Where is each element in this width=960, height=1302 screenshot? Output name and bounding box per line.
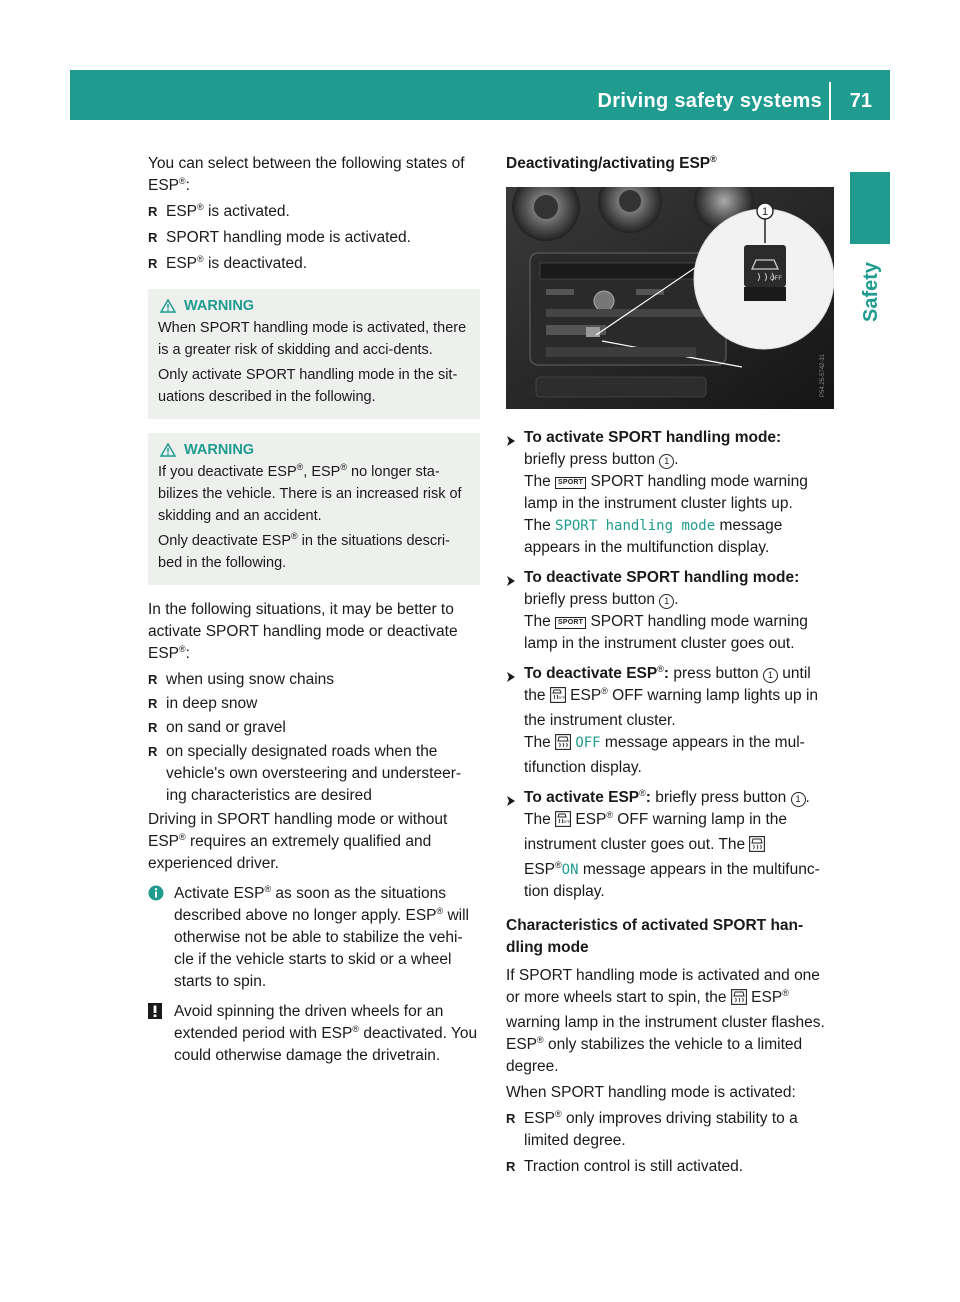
reg-mark: ® — [291, 531, 298, 541]
list-item — [148, 253, 480, 275]
dashboard-photo — [506, 187, 834, 409]
display-message: SPORT handling mode — [555, 518, 716, 534]
caution-text: Avoid spinning the driven wheels for an extended period with ESP — [174, 1003, 444, 1042]
bullet-r-icon: R — [148, 230, 158, 245]
step-text: The — [524, 811, 556, 828]
step-text: until the — [524, 665, 811, 704]
step-text: . — [674, 451, 679, 468]
reg-mark: ® — [782, 988, 789, 998]
step-text: SPORT handling mode warning lamp in the instrument cluster goes out. — [524, 613, 808, 652]
step-title: To deactivate ESP — [524, 665, 658, 682]
warning-text-part: , ESP — [303, 464, 341, 480]
list-item-text: only improves driving stability to a limited degree. — [524, 1110, 798, 1149]
warning-title: WARNING — [184, 442, 255, 458]
reg-mark: ® — [657, 664, 664, 674]
list-item — [148, 669, 480, 691]
info-note — [148, 883, 480, 993]
sport-badge-icon: SPORT — [555, 617, 586, 629]
intro-colon: : — [185, 177, 190, 194]
step-text: The — [524, 517, 556, 534]
reg-mark: ® — [555, 1109, 562, 1119]
list-item-text: SPORT handling mode is activated. — [166, 229, 411, 246]
list-item-text: when using snow chains — [166, 671, 335, 688]
list-item — [506, 1108, 836, 1152]
header-divider — [829, 82, 831, 120]
info-text: will otherwise not be able to stabilize the vehi-cle if the vehicle starts to skid or a wheel starts to spin. — [174, 907, 470, 990]
warning-text-part: no longer sta-bilizes the vehicle. There is an increased risk of skidding and an accident. — [158, 464, 462, 524]
info-text: Activate ESP — [174, 885, 265, 902]
reg-mark: ® — [601, 686, 608, 696]
reg-mark: ® — [710, 154, 717, 164]
step-text: press button — [669, 665, 763, 682]
callout-1-icon: 1 — [659, 454, 674, 469]
display-message: OFF — [575, 735, 601, 751]
chapter-tab — [850, 172, 890, 244]
callout-1-icon: 1 — [763, 668, 778, 683]
bullet-r-icon: R — [148, 204, 158, 219]
esp-skid-icon — [731, 989, 747, 1012]
list-item — [506, 1156, 836, 1178]
situations-text: In the following situations, it may be better to activate SPORT handling mode or deactivate ESP — [148, 601, 458, 662]
step-text: OFF warning lamp lights up in the instrument cluster. — [524, 687, 819, 729]
bullet-r-icon: R — [148, 720, 158, 735]
step-text: SPORT handling mode warning lamp in the instrument cluster lights up. — [524, 473, 808, 512]
driving-text: Driving in SPORT handling mode or without ESP — [148, 811, 448, 850]
characteristics-paragraph — [506, 965, 836, 1078]
callout-1-icon: 1 — [791, 792, 806, 807]
photo-callout-number: 1 — [761, 206, 769, 218]
warning-text: When SPORT handling mode is activated, there is a greater risk of skidding and acci-dents. — [158, 320, 467, 358]
page-number: 71 — [849, 90, 872, 112]
esp-off-icon — [555, 811, 571, 834]
step-text: briefly press button — [650, 789, 791, 806]
list-item — [148, 693, 480, 715]
warning-heading — [160, 439, 470, 461]
warning-box — [148, 289, 480, 419]
chapter-label-text: Safety — [860, 261, 882, 323]
list-item-text: is activated. — [203, 203, 290, 220]
situations-paragraph — [148, 599, 480, 665]
warning-text-part: If you deactivate ESP — [158, 464, 297, 480]
svg-text:OFF: OFF — [562, 819, 571, 824]
exclamation-icon — [148, 1003, 162, 1026]
reg-mark: ® — [352, 1024, 360, 1034]
esp-skid-icon — [555, 734, 571, 757]
list-item — [148, 227, 480, 249]
reg-mark: ® — [555, 860, 562, 870]
bullet-r-icon: R — [148, 696, 158, 711]
caution-note — [148, 1001, 480, 1067]
step-text: . — [805, 789, 810, 806]
char-text: only stabilizes the vehicle to a limited degree. — [506, 1036, 803, 1075]
warning-heading — [160, 295, 470, 317]
callout-1-icon: 1 — [659, 594, 674, 609]
list-item — [148, 741, 480, 807]
esp-off-icon — [550, 687, 566, 710]
list-item-text: on specially designated roads when the vehicle's own oversteering and understeer-ing characteristics are desired — [166, 743, 462, 804]
instruction-step — [506, 427, 836, 559]
sport-badge-icon: SPORT — [555, 477, 586, 489]
list-item-text: Traction control is still activated. — [524, 1158, 744, 1175]
reg-mark: ® — [537, 1035, 544, 1045]
step-title: To activate ESP — [524, 789, 640, 806]
arrow-icon — [506, 432, 516, 454]
heading-text: Deactivating/activating ESP — [506, 155, 711, 172]
right-column — [506, 153, 836, 1182]
driving-paragraph — [148, 809, 480, 875]
situations-colon: : — [185, 645, 190, 662]
reg-mark: ® — [606, 810, 613, 820]
warning-text — [158, 530, 470, 574]
subsection-heading: Characteristics of activated SPORT han-dling mode — [506, 917, 804, 956]
step-text: message appears in the multifunc-tion display. — [524, 861, 820, 900]
instruction-step — [506, 663, 836, 779]
svg-text:OFF: OFF — [557, 695, 566, 700]
reg-mark: ® — [639, 788, 646, 798]
header-bar — [70, 70, 890, 120]
step-title: To deactivate SPORT handling mode: — [524, 569, 800, 586]
warning-text — [158, 461, 470, 527]
step-text: briefly press button — [524, 451, 660, 468]
step-text: The — [524, 473, 556, 490]
step-text: message appears in the mul-tifunction display. — [524, 734, 805, 776]
photo-code: P54.25-5742-31 — [820, 353, 826, 397]
warning-triangle-icon — [160, 299, 176, 313]
warning-box — [148, 433, 480, 585]
arrow-icon — [506, 668, 516, 690]
intro-text: You can select between the following states of ESP — [148, 155, 465, 194]
arrow-icon — [506, 792, 516, 814]
step-title: To activate SPORT handling mode: — [524, 429, 782, 446]
caution-text: deactivated. You could otherwise damage the drivetrain. — [174, 1025, 478, 1064]
char-text: If SPORT handling mode is activated and one or more wheels start to spin, the — [506, 967, 820, 1006]
warning-text-part: in the situations descri-bed in the following. — [158, 533, 450, 571]
section-title: Driving safety systems — [597, 90, 822, 112]
photo-button-text: OFF — [770, 276, 782, 282]
reg-mark: ® — [197, 202, 204, 212]
bullet-r-icon: R — [506, 1111, 516, 1126]
bullet-r-icon: R — [148, 672, 158, 687]
reg-mark: ® — [340, 462, 347, 472]
reg-mark: ® — [296, 462, 304, 472]
reg-mark: ® — [197, 254, 204, 264]
step-title: : — [663, 665, 670, 682]
warning-text: Only activate SPORT handling mode in the sit-uations described in the following. — [158, 367, 458, 405]
step-text: The — [524, 734, 556, 751]
display-message: ON — [561, 862, 579, 878]
list-item-text: on sand or gravel — [166, 719, 286, 736]
step-text: ESP — [565, 687, 602, 704]
reg-mark: ® — [179, 644, 186, 654]
instruction-step — [506, 787, 836, 903]
section-heading — [506, 153, 836, 175]
reg-mark: ® — [179, 176, 186, 186]
step-text: The — [524, 613, 556, 630]
warning-text-part: Only deactivate ESP — [158, 533, 291, 549]
char-text: ESP — [746, 989, 783, 1006]
warning-title: WARNING — [184, 298, 255, 314]
intro-paragraph — [148, 153, 480, 197]
instruction-step — [506, 567, 836, 655]
list-item — [148, 201, 480, 223]
step-text: message appears in the multifunction display. — [524, 517, 783, 556]
char-text: warning lamp in the instrument cluster flashes. ESP — [506, 1014, 825, 1053]
when-paragraph: When SPORT handling mode is activated: — [506, 1084, 796, 1101]
list-item — [148, 717, 480, 739]
warning-triangle-icon — [160, 443, 176, 457]
step-text: . — [674, 591, 679, 608]
step-text: briefly press button — [524, 591, 660, 608]
arrow-icon — [506, 572, 516, 594]
list-item-text: is deactivated. — [203, 255, 308, 272]
step-text: ESP — [524, 861, 556, 878]
list-item-text: ESP — [166, 203, 198, 220]
step-title: : — [645, 789, 651, 806]
list-item-text: ESP — [524, 1110, 556, 1127]
step-text: ESP — [571, 811, 607, 828]
info-text: as soon as the situations described above no longer apply. ESP — [174, 885, 447, 924]
info-icon — [148, 885, 164, 908]
chapter-label — [851, 262, 891, 322]
step-text: OFF warning lamp in the instrument cluster goes out. The — [524, 811, 787, 853]
bullet-r-icon: R — [506, 1159, 516, 1174]
left-column — [148, 153, 480, 1067]
list-item-text: in deep snow — [166, 695, 258, 712]
esp-skid-icon — [749, 836, 765, 859]
list-item-text: ESP — [166, 255, 198, 272]
reg-mark: ® — [436, 906, 444, 916]
bullet-r-icon: R — [148, 744, 158, 759]
reg-mark: ® — [179, 832, 186, 842]
driving-text: requires an extremely qualified and experienced driver. — [148, 833, 432, 872]
reg-mark: ® — [264, 884, 272, 894]
bullet-r-icon: R — [148, 256, 158, 271]
